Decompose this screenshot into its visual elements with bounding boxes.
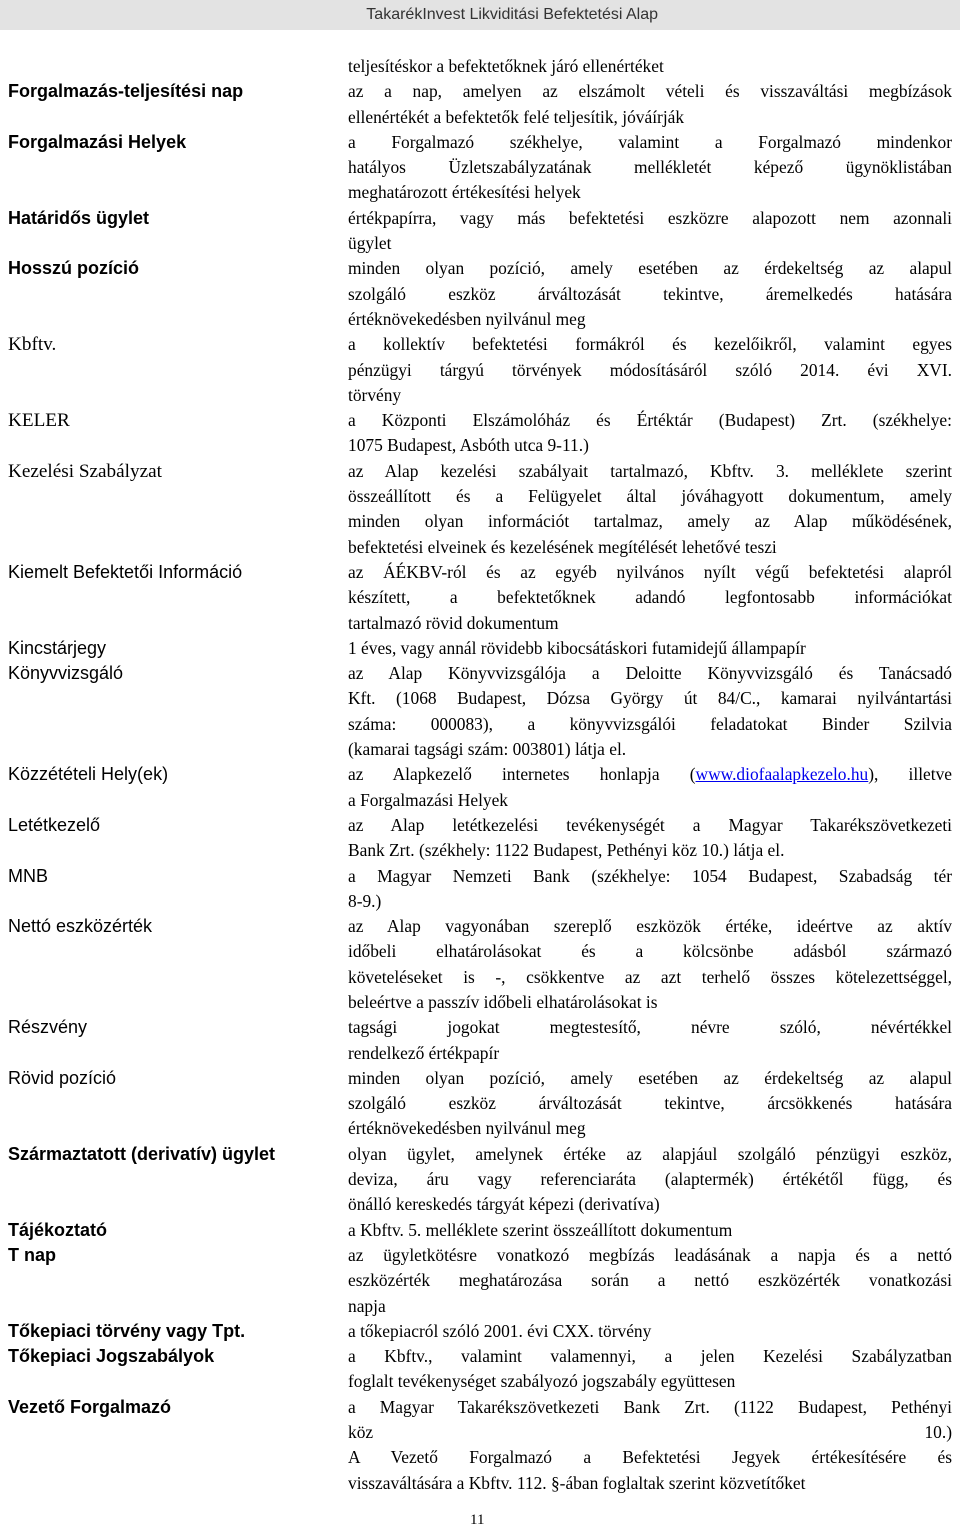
definition-row xyxy=(0,864,960,915)
definition-line: szolgáló eszköz árváltozását tekintve, áremelkedés hatására xyxy=(348,283,952,304)
definition-line: szolgáló eszköz árváltozását tekintve, árcsökkenés hatására xyxy=(348,1093,952,1114)
definition-line: a Kbftv., valamint valamennyi, a jelen Kezelési Szabályzatban xyxy=(348,1346,952,1367)
definition-text xyxy=(348,79,952,130)
definition-term: MNB xyxy=(8,865,48,886)
definition-line: a Magyar Takarékszövetkezeti Bank Zrt. (1122 Budapest, Pethényi xyxy=(348,1396,952,1417)
definition-term: Hosszú pozíció xyxy=(8,258,140,279)
definition-term: Letétkezelő xyxy=(8,814,101,835)
definition-term: T nap xyxy=(8,1244,56,1265)
definition-text xyxy=(348,1243,952,1319)
definition-line: a Forgalmazó székhelye, valamint a Forgalmazó mindenkor xyxy=(348,131,952,152)
definition-line: száma: 000083), a könyvvizsgálói feladatokat Binder Szilvia xyxy=(348,713,952,734)
definition-line: törvény xyxy=(348,384,402,405)
definition-line: az Alapkezelő internetes honlapja (www.diofaalapkezelo.hu), illetve xyxy=(348,764,952,785)
definition-text xyxy=(348,864,952,915)
definition-line: értékpapírra, vagy más befektetési eszközre alapozott nem azonnali xyxy=(348,207,952,228)
definition-row xyxy=(0,1066,960,1142)
definition-line: köz 10.) xyxy=(348,1422,952,1443)
definition-list xyxy=(0,54,960,1496)
definition-line: önálló kereskedés tárgyát képezi (derivatíva) xyxy=(348,1194,660,1215)
definition-term: Kbftv. xyxy=(8,334,57,356)
definition-term: KELER xyxy=(8,410,70,432)
definition-term: Részvény xyxy=(8,1017,88,1038)
definition-term: Kezelési Szabályzat xyxy=(8,460,162,482)
definition-line: ügylet xyxy=(348,233,392,254)
definition-term: Tájékoztató xyxy=(8,1219,108,1240)
definition-row xyxy=(0,206,960,257)
definition-line: foglalt tevékenységet szabályozó jogszabály együttesen xyxy=(348,1371,736,1392)
definition-text xyxy=(348,206,952,257)
definition-line: az Alap letétkezelési tevékenységét a Magyar Takarékszövetkezeti xyxy=(348,814,952,835)
definition-term: Kincstárjegy xyxy=(8,637,107,658)
definition-text xyxy=(348,813,952,864)
definition-term: Származtatott (derivatív) ügylet xyxy=(8,1143,276,1164)
definition-line: a Forgalmazási Helyek xyxy=(348,789,509,810)
definition-line: összeállított és a Felügyelet által jóváhagyott dokumentum, amely xyxy=(348,486,952,507)
definition-line: 1 éves, vagy annál rövidebb kibocsátáskori futamidejű állampapír xyxy=(348,637,806,658)
definition-line: A Vezető Forgalmazó a Befektetési Jegyek értékesítésére és xyxy=(348,1447,952,1468)
definition-term: Közzétételi Hely(ek) xyxy=(8,764,169,785)
definition-row xyxy=(0,332,960,408)
definition-text xyxy=(348,762,952,813)
definition-line: meghatározott értékesítési helyek xyxy=(348,182,581,203)
definition-row xyxy=(0,54,960,79)
definition-line: értéknövekedésben nyilvánul meg xyxy=(348,308,586,329)
definition-text xyxy=(348,661,952,762)
definition-text xyxy=(348,1344,952,1395)
definition-row xyxy=(0,1218,960,1243)
definition-text xyxy=(348,636,952,661)
definition-line: deviza, áru vagy referenciaráta (alaptermék) értékétől függ, és xyxy=(348,1169,952,1190)
definition-term: Vezető Forgalmazó xyxy=(8,1396,172,1417)
definition-line: az Alap Könyvvizsgálója a Deloitte Könyvvizsgáló és Tanácsadó xyxy=(348,663,952,684)
definition-text xyxy=(348,332,952,408)
definition-row xyxy=(0,813,960,864)
definition-text xyxy=(348,256,952,332)
definition-line: hatályos Üzletszabályzatának mellékletét képező ügynöklistában xyxy=(348,157,952,178)
definition-line: minden olyan pozíció, amely esetében az érdekeltség az alapul xyxy=(348,1067,952,1088)
definition-line: a kollektív befektetési formákról és kezelőikről, valamint egyes xyxy=(348,334,952,355)
definition-row xyxy=(0,636,960,661)
definition-line: (kamarai tagsági szám: 003801) látja el. xyxy=(348,739,627,760)
page-number: 11 xyxy=(470,1512,485,1528)
definition-line: tagsági jogokat megtestesítő, névre szóló, névértékkel xyxy=(348,1017,952,1038)
definition-line: rendelkező értékpapír xyxy=(348,1042,500,1063)
definition-line: a tőkepiacról szóló 2001. évi CXX. törvény xyxy=(348,1320,652,1341)
definition-line: pénzügyi tárgyú törvények módosításáról szóló 2014. évi XVI. xyxy=(348,359,952,380)
definition-row xyxy=(0,256,960,332)
definition-text xyxy=(348,1066,952,1142)
definition-term: Kiemelt Befektetői Információ xyxy=(8,561,243,582)
definition-text xyxy=(348,130,952,206)
definition-line: 1075 Budapest, Asbóth utca 9-11.) xyxy=(348,435,589,456)
definition-line: beleértve a passzív időbeli elhatárolásokat is xyxy=(348,991,658,1012)
definition-line: az Alap kezelési szabályait tartalmazó, Kbftv. 3. melléklete szerint xyxy=(348,460,952,481)
definition-line: Kft. (1068 Budapest, Dózsa György út 84/C., kamarai nyilvántartási xyxy=(348,688,952,709)
definition-row xyxy=(0,130,960,206)
definition-line: eszközérték meghatározása során a nettó eszközérték vonatkozási xyxy=(348,1270,952,1291)
definition-line: az a nap, amelyen az elszámolt vételi és visszaváltási megbízások xyxy=(348,81,952,102)
definition-text xyxy=(348,914,952,1015)
definition-line: tartalmazó rövid dokumentum xyxy=(348,612,559,633)
definition-line: az ÁÉKBV-ról és az egyéb nyilvános nyílt végű befektetési alapról xyxy=(348,561,952,582)
definition-text xyxy=(348,1218,952,1243)
definition-row xyxy=(0,1015,960,1066)
definition-text xyxy=(348,1015,952,1066)
definition-line: a Magyar Nemzeti Bank (székhelye: 1054 Budapest, Szabadság tér xyxy=(348,865,952,886)
definition-line: visszaváltására a Kbftv. 112. §-ában foglaltak szerint közvetítőket xyxy=(348,1472,806,1493)
definition-row xyxy=(0,1344,960,1395)
definition-line: minden olyan pozíció, amely esetében az érdekeltség az alapul xyxy=(348,258,952,279)
definition-row xyxy=(0,661,960,762)
definition-line: a Központi Elszámolóház és Értéktár (Budapest) Zrt. (székhelye: xyxy=(348,410,952,431)
definition-line: 8-9.) xyxy=(348,890,382,911)
definition-text xyxy=(348,1319,952,1344)
definition-line: minden olyan információt tartalmaz, amely az Alap működésének, xyxy=(348,511,952,532)
definition-row xyxy=(0,1395,960,1496)
definition-row xyxy=(0,1319,960,1344)
definition-line: az Alap vagyonában szereplő eszközök értéke, ideértve az aktív xyxy=(348,916,952,937)
definition-row xyxy=(0,1142,960,1218)
header-title: TakarékInvest Likviditási Befektetési Alap xyxy=(366,6,658,23)
definition-line: értéknövekedésben nyilvánul meg xyxy=(348,1118,586,1139)
definition-line: ellenértékét a befektetők felé teljesítik, jóváírják xyxy=(348,106,685,127)
definition-line: az ügyletkötésre vonatkozó megbízás leadásának a napja és a nettó xyxy=(348,1244,952,1265)
definition-line: időbeli elhatárolásokat és a kölcsönbe adásból származó xyxy=(348,941,952,962)
definition-text xyxy=(348,1142,952,1218)
definition-term: Tőkepiaci törvény vagy Tpt. xyxy=(8,1320,246,1341)
page-header xyxy=(0,0,960,30)
definition-term: Tőkepiaci Jogszabályok xyxy=(8,1346,215,1367)
definition-row xyxy=(0,408,960,459)
definition-line: készített, a befektetőknek adandó legfontosabb információkat xyxy=(348,587,952,608)
definition-text xyxy=(348,1395,952,1496)
definition-line: Bank Zrt. (székhely: 1122 Budapest, Pethényi köz 10.) látja el. xyxy=(348,840,785,861)
definition-text xyxy=(348,54,952,79)
definition-row xyxy=(0,914,960,1015)
definition-text xyxy=(348,408,952,459)
definition-row xyxy=(0,762,960,813)
definition-term: Könyvvizsgáló xyxy=(8,663,124,684)
definition-line: a Kbftv. 5. melléklete szerint összeállított dokumentum xyxy=(348,1219,733,1240)
definition-term: Határidős ügylet xyxy=(8,207,150,228)
definition-line: befektetési elveinek és kezelésének megítélését lehetővé teszi xyxy=(348,536,777,557)
website-link[interactable]: www.diofaalapkezelo.hu xyxy=(695,764,869,785)
definition-line: követeléseket is -, csökkentve az azt terhelő összes kötelezettséggel, xyxy=(348,966,952,987)
definition-row xyxy=(0,1243,960,1319)
definition-term: Forgalmazás-teljesítési nap xyxy=(8,81,244,102)
definition-row xyxy=(0,560,960,636)
definition-row xyxy=(0,79,960,130)
definition-term: Nettó eszközérték xyxy=(8,916,153,937)
definition-row xyxy=(0,459,960,560)
definition-line: napja xyxy=(348,1295,386,1316)
definition-text xyxy=(348,560,952,636)
definition-text xyxy=(348,459,952,560)
definition-line: teljesítéskor a befektetőknek járó ellenértéket xyxy=(348,56,664,76)
definition-term: Rövid pozíció xyxy=(8,1067,117,1088)
definition-line: olyan ügylet, amelynek értéke az alapjául szolgáló pénzügyi eszköz, xyxy=(348,1143,952,1164)
definition-term: Forgalmazási Helyek xyxy=(8,131,187,152)
